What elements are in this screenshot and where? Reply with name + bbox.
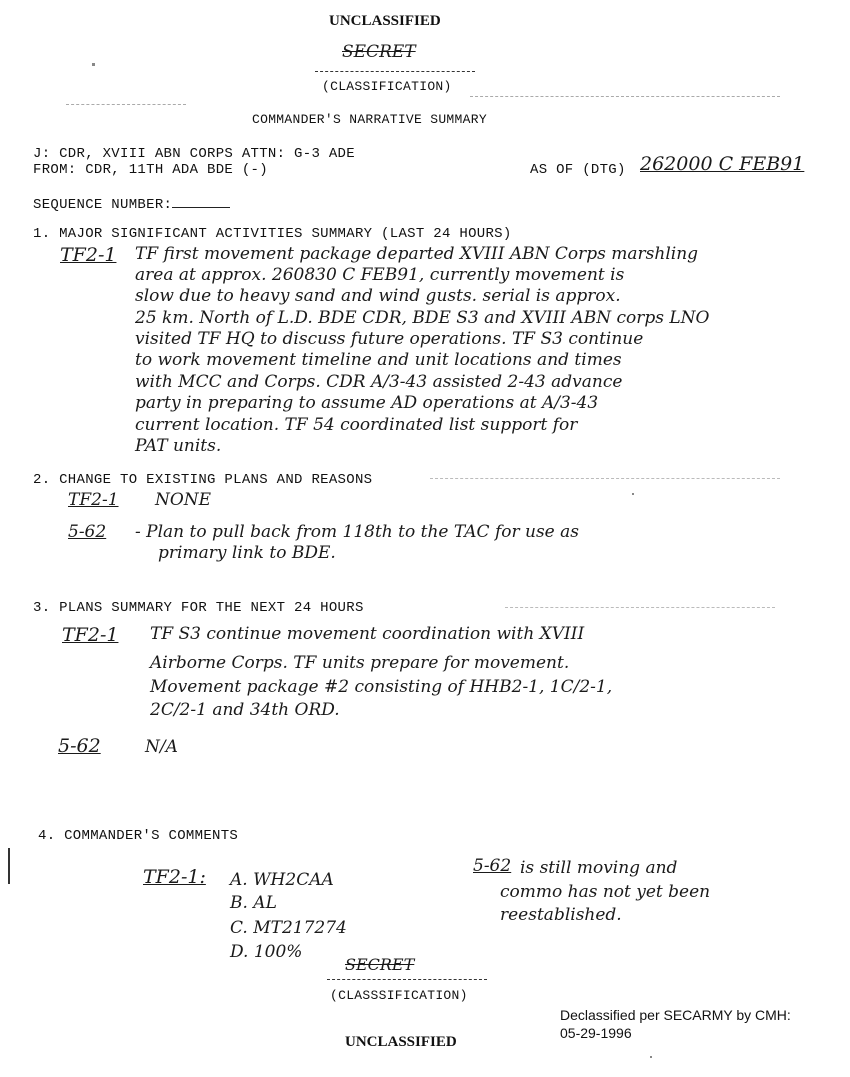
faint-rule bbox=[66, 104, 186, 105]
section1-heading: 1. MAJOR SIGNIFICANT ACTIVITIES SUMMARY (LAST 24 HOURS) bbox=[33, 226, 512, 242]
scan-mark bbox=[8, 848, 10, 884]
struck-classification: SECRET bbox=[342, 42, 416, 62]
s1-line: with MCC and Corps. CDR A/3-43 assisted 2-43 advance bbox=[135, 372, 623, 392]
s1-line: 25 km. North of L.D. BDE CDR, BDE S3 and XVIII ABN corps LNO bbox=[135, 308, 710, 328]
scan-speck bbox=[650, 1056, 652, 1058]
s4-item: C. MT217274 bbox=[230, 918, 347, 938]
sequence-number bbox=[33, 195, 230, 213]
as-of-value: 262000 C FEB91 bbox=[640, 153, 805, 175]
section4-heading: 4. COMMANDER'S COMMENTS bbox=[38, 828, 239, 844]
section2-unit-2: 5-62 bbox=[68, 522, 107, 542]
s1-line: slow due to heavy sand and wind gusts. serial is approx. bbox=[135, 286, 621, 306]
section2-heading: 2. CHANGE TO EXISTING PLANS AND REASONS bbox=[33, 472, 373, 488]
s4-side-line: is still moving and bbox=[520, 858, 678, 878]
section1-unit: TF2-1 bbox=[60, 244, 117, 266]
s1-line: current location. TF 54 coordinated list support for bbox=[135, 415, 578, 435]
s1-line: area at approx. 260830 C FEB91, currently movement is bbox=[135, 265, 625, 285]
s4-item: B. AL bbox=[230, 893, 277, 913]
to-line: J: CDR, XVIII ABN CORPS ATTN: G-3 ADE bbox=[33, 146, 355, 162]
s1-line: to work movement timeline and unit locations and times bbox=[135, 350, 622, 370]
s3-line: Movement package #2 consisting of HHB2-1, 1C/2-1, bbox=[150, 677, 613, 697]
declass-line-2: 05-29-1996 bbox=[560, 1025, 632, 1041]
s3-line: 2C/2-1 and 34th ORD. bbox=[150, 700, 340, 720]
s3-line: Airborne Corps. TF units prepare for movement. bbox=[150, 653, 570, 673]
page-title: COMMANDER'S NARRATIVE SUMMARY bbox=[252, 112, 487, 127]
faint-rule bbox=[505, 607, 775, 608]
s4-item: D. 100% bbox=[230, 942, 303, 962]
classification-rule bbox=[315, 71, 475, 72]
footer-classification-label: (CLASSSIFICATION) bbox=[330, 988, 468, 1003]
s4-item: A. WH2CAA bbox=[230, 870, 334, 890]
sequence-label: SEQUENCE NUMBER: bbox=[33, 197, 173, 213]
s1-line: PAT units. bbox=[135, 436, 222, 456]
s1-line: party in preparing to assume AD operations at A/3-43 bbox=[135, 393, 599, 413]
sequence-blank bbox=[172, 195, 230, 208]
section3-unit-2: 5-62 bbox=[58, 735, 101, 757]
section3-unit-1: TF2-1 bbox=[62, 624, 119, 646]
faint-rule bbox=[430, 478, 780, 479]
s2-line: NONE bbox=[155, 490, 212, 510]
section4-unit: TF2-1: bbox=[143, 866, 206, 888]
s4-side-line: commo has not yet been bbox=[500, 882, 711, 902]
top-marking: UNCLASSIFIED bbox=[329, 13, 441, 29]
s3-line: TF S3 continue movement coordination with XVIII bbox=[150, 624, 585, 644]
from-line: FROM: CDR, 11TH ADA BDE (-) bbox=[33, 162, 268, 178]
declass-line-1: Declassified per SECARMY by CMH: bbox=[560, 1007, 791, 1023]
footer-struck-classification: SECRET bbox=[345, 955, 415, 974]
s4-side-line: reestablished. bbox=[500, 905, 622, 925]
footer-classification-rule bbox=[327, 979, 487, 980]
section2-unit-1: TF2-1 bbox=[68, 490, 119, 510]
bottom-marking: UNCLASSIFIED bbox=[345, 1034, 457, 1050]
s3-line: N/A bbox=[145, 737, 178, 757]
s1-line: visited TF HQ to discuss future operations. TF S3 continue bbox=[135, 329, 644, 349]
section3-heading: 3. PLANS SUMMARY FOR THE NEXT 24 HOURS bbox=[33, 600, 364, 616]
classification-label: (CLASSIFICATION) bbox=[322, 79, 452, 94]
scan-speck bbox=[632, 493, 634, 495]
faint-rule bbox=[470, 96, 780, 97]
s2-line: - Plan to pull back from 118th to the TAC for use as bbox=[135, 522, 580, 542]
section4-side-unit: 5-62 bbox=[473, 856, 512, 876]
s2-line: primary link to BDE. bbox=[158, 543, 336, 563]
s1-line: TF first movement package departed XVIII ABN Corps marshling bbox=[135, 244, 699, 264]
scan-speck bbox=[92, 63, 95, 66]
as-of-label: AS OF (DTG) bbox=[530, 162, 626, 178]
